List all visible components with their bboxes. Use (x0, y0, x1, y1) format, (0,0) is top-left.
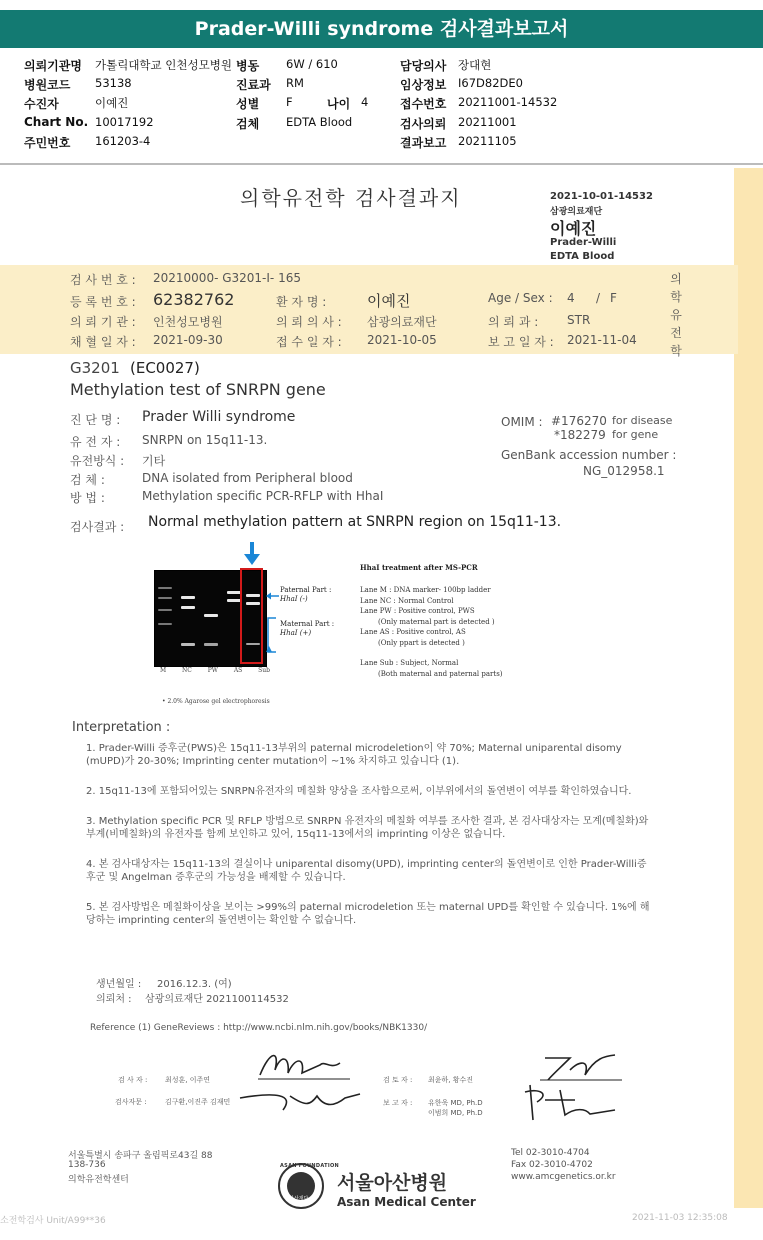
stamp-specimen: EDTA Blood (550, 251, 615, 262)
ward-value: 6W / 610 (286, 57, 338, 71)
test-name: Methylation test of SNRPN gene (70, 380, 326, 399)
reporter-label: 보 고 자 : (383, 1099, 413, 1107)
hospital-name-kr: 서울아산병원 (337, 1172, 448, 1194)
paternal-label: Paternal Part : (280, 586, 332, 594)
reporter-value-1: 유한욱 MD, Ph.D (428, 1099, 483, 1107)
report-banner-title: Prader-Willi syndrome 검사결과보고서 (0, 10, 763, 48)
maternal-label: Maternal Part : (280, 620, 335, 628)
genbank-label: GenBank accession number : (501, 448, 677, 462)
diagnosis-label: 진 단 명 : (70, 413, 121, 427)
specimen-value: EDTA Blood (286, 115, 353, 129)
age-value: 4 (361, 95, 369, 109)
legend-line: Lane PW : Positive control, PWS (360, 607, 475, 615)
omim-disease: #176270 (551, 414, 607, 428)
birth-value: 2016.12.3. (여) (157, 979, 232, 990)
inst-value: 인천성모병원 (153, 315, 223, 329)
requester-label: 의뢰처 : (96, 994, 132, 1005)
arrow-left-icon (266, 592, 280, 600)
advisor-signature (235, 1088, 365, 1118)
inst-label: 의 뢰 기 관 : (70, 315, 136, 329)
examiner-signature (250, 1045, 360, 1085)
footer-tel: Tel 02-3010-4704 (511, 1148, 590, 1158)
receipt-date-value: 2021-10-05 (367, 333, 437, 347)
reg-no-label: 등 록 번 호 : (70, 295, 136, 309)
side-char: 학 (670, 290, 682, 304)
receipt-date-label: 접 수 일 자 : (276, 335, 342, 349)
hospital-code-value: 53138 (95, 76, 132, 90)
legend-title: HhaI treatment after MS-PCR (360, 563, 478, 572)
logo-ring-text: ASAN FOUNDATION (280, 1163, 340, 1169)
institution-value: 가톨릭대학교 인천성모병원 (95, 58, 232, 72)
sex-value: F (286, 95, 293, 109)
stamp-id: 2021-10-01-14532 (550, 191, 653, 202)
gel-band (181, 606, 195, 609)
lane-label: Sub (258, 667, 270, 674)
gel-band (181, 643, 195, 646)
request-value: 20211001 (458, 115, 517, 129)
hospital-name-en: Asan Medical Center (337, 1195, 476, 1209)
dept-value: RM (286, 76, 304, 90)
age-sex-slash: / (596, 291, 601, 305)
lane-label: NC (182, 667, 192, 674)
bracket-arrow-icon (264, 612, 280, 656)
omim-label: OMIM : (501, 415, 543, 429)
reviewer-value: 최윤하, 황수진 (428, 1076, 474, 1084)
side-char: 유 (670, 308, 682, 322)
test-code2: (EC0027) (130, 359, 200, 377)
req-dept-label: 의 뢰 과 : (488, 315, 539, 329)
interpretation-list (86, 742, 656, 927)
report-date2-label: 보 고 일 자 : (488, 335, 554, 349)
stamp-name: 이예진 (550, 219, 597, 238)
genbank-value: NG_012958.1 (583, 464, 665, 478)
req-dept-value: STR (567, 313, 591, 327)
test-code: G3201 (70, 359, 120, 377)
interpretation-item: 1. Prader-Willi 증후군(PWS)은 15q11-13부위의 paternal microdeletion이 약 70%; Maternal uniparental disomy (mUPD)가 20-30%; Imprinting center mutation이 ~1% 차지하고 있습니다 (1). (86, 743, 622, 767)
gel-band (204, 643, 218, 646)
interpretation-item: 4. 본 검사대상자는 15q11-13의 결실이나 uniparental disomy(UPD), imprinting center의 돌연변이로 인한 Prader-Willi증후군 및 Angelman 증후군의 가능성을 배제할 수 있습니다. (86, 859, 647, 883)
report-date2-value: 2021-11-04 (567, 333, 637, 347)
reviewer-label: 검 토 자 : (383, 1076, 413, 1084)
stamp-org: 삼광의료재단 (550, 207, 603, 217)
clinical-info-value: I67D82DE0 (458, 76, 523, 90)
footer-fax: Fax 02-3010-4702 (511, 1160, 593, 1170)
age-sex-age: 4 (567, 291, 575, 305)
gel-band (227, 591, 241, 594)
dept-label: 진료과 (236, 78, 271, 92)
gel-legend (360, 585, 503, 679)
footer-address-3: 의학유전학센터 (68, 1175, 129, 1185)
gene-label: 유 전 자 : (70, 435, 121, 449)
legend-line: Lane M : DNA marker- 100bp ladder (360, 586, 491, 594)
doctor-value: 장대현 (458, 58, 492, 72)
legend-line: Lane Sub : Subject, Normal (360, 659, 459, 667)
lane-label: AS (233, 667, 243, 674)
receipt-label: 접수번호 (400, 97, 447, 111)
specimen2-label: 검 체 : (70, 473, 105, 487)
logo-inner-text: 아산재단 (289, 1196, 309, 1202)
age-sex-sex: F (610, 291, 617, 305)
interpretation-item: 5. 본 검사방법은 메칠화이상을 보이는 >99%의 paternal microdeletion 또는 maternal UPD를 확인할 수 있습니다. 1%에 해당하는 imprinting center의 돌연변이는 확인할 수 없습니다. (86, 902, 650, 926)
exam-no-value: 20210000- G3201-I- 165 (153, 271, 301, 285)
header-separator (0, 163, 763, 165)
chart-value: 10017192 (95, 115, 154, 129)
rrn-label: 주민번호 (24, 136, 71, 150)
report-title: 의학유전학 검사결과지 (240, 186, 462, 210)
gel-lane-labels (160, 667, 270, 674)
gel-band (181, 596, 195, 599)
omim-gene: *182279 (554, 428, 606, 442)
gel-subject-highlight (240, 568, 263, 664)
side-char: 전 (670, 326, 682, 340)
rrn-value: 161203-4 (95, 134, 151, 148)
reporter-signature (515, 1080, 625, 1125)
gel-band (158, 587, 172, 589)
collect-label: 채 혈 일 자 : (70, 335, 136, 349)
footer-address-2: 138-736 (68, 1160, 106, 1170)
legend-line: Lane NC : Normal Control (360, 596, 454, 605)
report-side-strip (734, 168, 763, 1208)
legend-line: (Only ppart is detected ) (378, 638, 465, 647)
lane-label: M (160, 667, 167, 674)
collect-value: 2021-09-30 (153, 333, 223, 347)
lane-label: PW (207, 667, 218, 674)
specimen-label: 검체 (236, 117, 260, 131)
gel-band (204, 614, 218, 617)
reg-no-value: 62382762 (153, 290, 235, 309)
exam-no-label: 검 사 번 호 : (70, 273, 136, 287)
side-vertical-text (668, 270, 684, 360)
report-date-value: 20211105 (458, 134, 517, 148)
advisor-label: 검사자문 : (115, 1098, 147, 1106)
method-label: 방 법 : (70, 491, 105, 505)
gene-value: SNRPN on 15q11-13. (142, 433, 268, 447)
result-label: 검사결과 : (70, 520, 125, 534)
birth-label: 생년월일 : (96, 979, 142, 990)
patient-value: 이예진 (95, 96, 129, 110)
gel-caption: • 2.0% Agarose gel electrophoresis (162, 698, 270, 705)
stamp-test: Prader-Willi (550, 237, 617, 248)
omim-disease-note: for disease (612, 414, 673, 427)
examiner-value: 최성훈, 이주연 (165, 1076, 211, 1084)
requester-value: 삼광의료재단 2021100114532 (145, 994, 289, 1005)
reference-text: Reference (1) GeneReviews : http://www.ncbi.nlm.nih.gov/books/NBK1330/ (90, 1023, 428, 1033)
asan-foundation-logo (277, 1162, 325, 1210)
paternal-sub: HhaI (-) (280, 595, 308, 603)
footer-web: www.amcgenetics.or.kr (511, 1172, 616, 1182)
req-doctor-value: 삼광의료재단 (367, 315, 437, 329)
gel-band (158, 609, 172, 611)
patient-name-value: 이예진 (367, 292, 411, 310)
gel-band (158, 597, 172, 599)
legend-line: (Only maternal part is detected ) (378, 617, 495, 626)
patient-label: 수진자 (24, 97, 59, 111)
report-date-label: 결과보고 (400, 136, 447, 150)
page-footer-left: 소전학검사 Unit/A99**36 (0, 1216, 106, 1226)
legend-line: Lane AS : Positive control, AS (360, 628, 466, 636)
receipt-value: 20211001-14532 (458, 95, 558, 109)
legend-line: (Both maternal and paternal parts) (378, 669, 503, 678)
clinical-info-label: 임상정보 (400, 78, 447, 92)
inheritance-value: 기타 (142, 454, 166, 468)
interpretation-title: Interpretation : (72, 720, 171, 735)
maternal-sub: HhaI (+) (280, 629, 312, 637)
arrow-down-icon (240, 540, 264, 568)
ward-label: 병동 (236, 59, 260, 73)
side-char: 학 (670, 344, 682, 358)
request-label: 검사의뢰 (400, 117, 447, 131)
diagnosis-value: Prader Willi syndrome (142, 409, 296, 425)
sex-label: 성별 (236, 97, 260, 111)
interpretation-item: 2. 15q11-13에 포함되어있는 SNRPN유전자의 메칠화 양상을 조사함으로써, 이부위에서의 돌연변이 여부를 확인하였습니다. (86, 786, 632, 797)
patient-name-label: 환 자 명 : (276, 295, 327, 309)
institution-label: 의뢰기관명 (24, 59, 82, 73)
legend-line (360, 648, 503, 658)
specimen2-value: DNA isolated from Peripheral blood (142, 471, 353, 485)
gel-band (227, 599, 241, 602)
hospital-code-label: 병원코드 (24, 78, 71, 92)
doctor-label: 담당의사 (400, 59, 447, 73)
age-label: 나이 (327, 97, 351, 111)
method-value: Methylation specific PCR-RFLP with HhaI (142, 489, 384, 503)
gel-band (158, 623, 172, 625)
age-sex-label: Age / Sex : (488, 291, 553, 305)
page-footer-right: 2021-11-03 12:35:08 (632, 1213, 728, 1223)
result-value: Normal methylation pattern at SNRPN region on 15q11-13. (148, 514, 562, 530)
reporter-value-2: 이범희 MD, Ph.D (428, 1109, 483, 1117)
side-char: 의 (670, 272, 682, 286)
interpretation-item: 3. Methylation specific PCR 및 RFLP 방법으로 SNRPN 유전자의 메칠화 여부를 조사한 결과, 본 검사대상자는 모계(메칠화)와 부계(비메칠화)의 유전자를 함께 보인하고 있어, 15q11-13에서의 imprinting 이상은 없습니다. (86, 816, 649, 840)
examiner-label: 검 사 자 : (118, 1076, 148, 1084)
chart-label: Chart No. (24, 115, 89, 129)
footer-address-1: 서울특별시 송파구 올림픽로43길 88 (68, 1151, 213, 1161)
omim-gene-note: for gene (612, 428, 659, 441)
req-doctor-label: 의 뢰 의 사 : (276, 315, 342, 329)
inheritance-label: 유전방식 : (70, 454, 125, 468)
advisor-value: 김구환,이진주 김재민 (165, 1098, 231, 1106)
